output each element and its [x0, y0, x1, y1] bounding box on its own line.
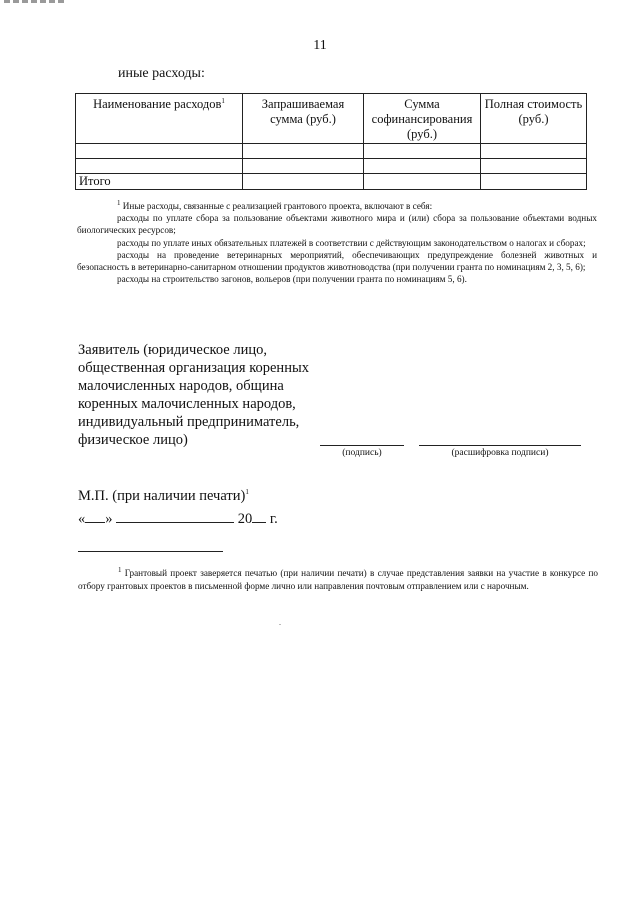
applicant-line: общественная организация коренных: [78, 360, 309, 376]
table-cell: [364, 159, 481, 174]
applicant-line: коренных малочисленных народов,: [78, 396, 296, 412]
table-cell: [243, 159, 364, 174]
table-cell: [481, 144, 587, 159]
footnote-mark: 1: [118, 565, 122, 574]
total-full-cost: [481, 174, 587, 190]
note-line: расходы на строительство загонов, вольеров (при получении гранта по номинациям 5, 6).: [117, 274, 467, 285]
table-cell: [243, 144, 364, 159]
expense-notes: [77, 200, 597, 285]
applicant-line: малочисленных народов, община: [78, 378, 284, 394]
table-header-row: [76, 94, 587, 144]
total-label: Итого: [76, 174, 243, 190]
signature-line[interactable]: [320, 445, 404, 446]
table-row: [76, 159, 587, 174]
signature-caption: (подпись): [342, 448, 382, 458]
applicant-line: индивидуальный предприниматель,: [78, 414, 300, 430]
applicant-line: Заявитель (юридическое лицо,: [78, 342, 267, 358]
header-expense-name: Наименование расходов$^1$: [76, 94, 243, 144]
year-blank[interactable]: [252, 508, 266, 523]
seal-note: М.П. (при наличии печати)$^1$: [78, 488, 249, 504]
note-line: $^1$ Иные расходы, связанные с реализацией грантового проекта, включают в себя:: [117, 198, 433, 211]
signature-decipher-line[interactable]: [419, 445, 581, 446]
table-total-row: [76, 174, 587, 190]
header-full-cost: Полная стоимость (руб.): [481, 94, 587, 144]
applicant-block: [78, 341, 338, 449]
header-cofinancing-sum: Сумма софинансирования (руб.): [364, 94, 481, 144]
section-title: иные расходы:: [118, 66, 205, 81]
month-blank[interactable]: [116, 508, 234, 523]
table-cell: [364, 144, 481, 159]
footnote: $^1$ Грантовый проект заверяется печатью (при наличии печати) в случае представления заявки на участие в конкурсе по отбору грантовых проектов в письменной форме лично или направления почтовым отправлением или с нарочным.: [78, 565, 598, 591]
applicant-line: физическое лицо): [78, 432, 188, 448]
total-requested: [243, 174, 364, 190]
scan-artifact: [279, 624, 281, 625]
note-line: расходы на проведение ветеринарных мероприятий, обеспечивающих предупреждение болезней животных и безопасность в ветеринарно-санитарном отношении продуктов животноводства (при получении гранта по номинациям 2, 3, 5, 6);: [77, 249, 597, 273]
expenses-table: [75, 93, 587, 190]
footnote-separator: [78, 551, 223, 552]
header-footnote-mark: 1: [221, 96, 225, 105]
signature-decipher-caption: (расшифровка подписи): [451, 448, 549, 458]
note-line: расходы по уплате сбора за пользование объектами животного мира и (или) сбора за пользование объектами водных биологических ресурсов;: [77, 213, 597, 236]
table-row: [76, 144, 587, 159]
header-requested-sum: Запрашиваемая сумма (руб.): [243, 94, 364, 144]
table-cell: [76, 159, 243, 174]
page-number: 11: [313, 38, 327, 53]
total-cofinancing: [364, 174, 481, 190]
date-line: « » 20 г.: [78, 508, 278, 528]
day-blank[interactable]: [85, 508, 105, 523]
table-cell: [481, 159, 587, 174]
table-cell: [76, 144, 243, 159]
scan-edge-marks: [4, 0, 64, 9]
note-footnote-mark: 1: [117, 198, 121, 207]
seal-footnote-mark: 1: [245, 488, 249, 497]
note-line: расходы по уплате иных обязательных платежей в соответствии с действующим законодательством о налогах и сборах;: [117, 237, 586, 248]
